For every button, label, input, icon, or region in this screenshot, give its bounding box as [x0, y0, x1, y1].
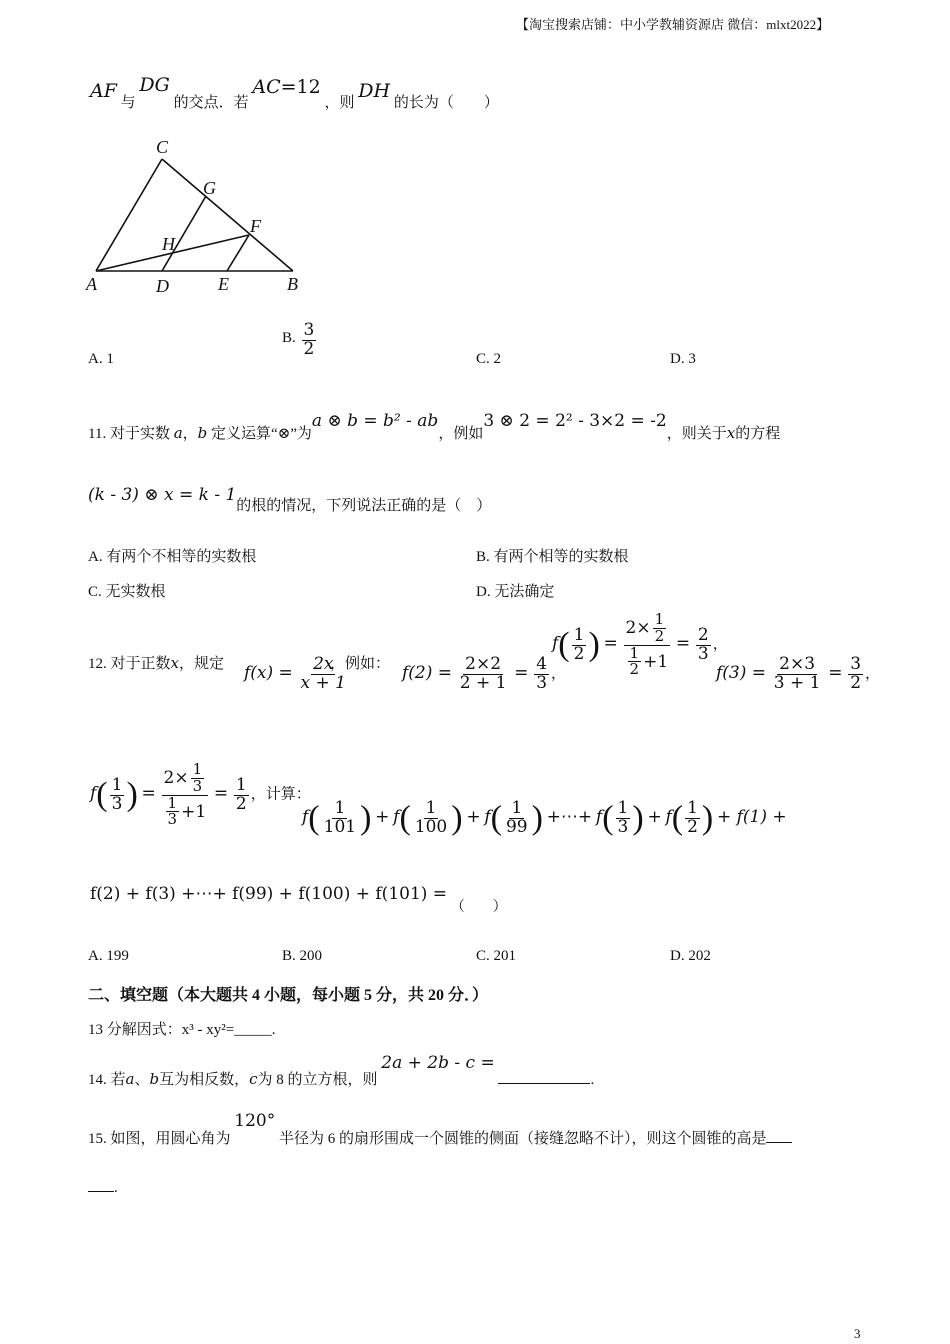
q10-eq12: =12 — [280, 76, 321, 98]
q14-expression: 2a + 2b - c = — [381, 1053, 495, 1073]
q11-example: 3 ⊗ 2 = 2² - 3×2 = -2 — [483, 411, 667, 431]
q10-dh: DH — [358, 80, 391, 102]
q10-triangle-figure — [80, 132, 320, 302]
q11-stem: 11. 对于实数 a，b 定义运算“⊗”为a ⊗ b = b² - ab，例如3 ⊗ 2 = 2² - 3×2 = -2，则关于x的方程 — [88, 411, 781, 442]
q10-af: AF — [90, 80, 117, 102]
q12-fthird-example: f( $\frac{1}{3}$ ) = 2× $\frac{1}{3}$ $\frac{1}{3}$ +1 = $\frac{1}{2}$ ，计算： — [90, 760, 311, 829]
label-b: B — [287, 274, 298, 294]
q10-option-a: A. 1 — [88, 351, 114, 367]
label-d: D — [156, 276, 169, 296]
label-a: A — [86, 274, 97, 294]
q10-dg: DG — [139, 74, 170, 96]
section-2-title: 二、填空题（本大题共 4 小题，每小题 5 分，共 20 分．） — [88, 987, 489, 1004]
q12-intro: 12. 对于正数x，规定 — [88, 654, 224, 672]
q10-ze: ，则 — [324, 95, 355, 111]
q10-jiaodian: 的交点．若 — [173, 95, 249, 111]
q10-option-b: B. $\frac{3}{2}$ — [282, 320, 315, 359]
q12-f2-example: f(2) = $\frac{2\times 2}{2 + 1}$ = $\frac{4}{3}$ ， — [402, 654, 567, 693]
q14: 14. 若a、b互为相反数，c为 8 的立方根，则 2a + 2b - c = . — [88, 1053, 595, 1088]
segment-cb — [162, 159, 293, 271]
q10-ac: AC — [252, 76, 281, 98]
q12-f3-example: f(3) = $\frac{2\times 3}{3 + 1}$ = $\frac{3}{2}$ ， — [716, 654, 881, 693]
segment-ef — [227, 235, 249, 271]
q12-example-label: ，例如： — [330, 656, 391, 672]
q11-option-b: B. 有两个相等的实数根 — [476, 549, 629, 565]
q12-sum-line1: f( $\frac{1}{101}$ ) + f( $\frac{1}{100}$ ) + f( $\frac{1}{99}$ ) +⋯+ f( $\frac{1}{3}$ ) + f( $\frac{1}{2}$ ) + f(1) + — [302, 798, 787, 837]
q10-yu: 与 — [120, 95, 136, 111]
q11-option-a: A. 有两个不相等的实数根 — [88, 549, 257, 565]
label-e: E — [218, 274, 229, 294]
q15-angle: 120° — [234, 1111, 276, 1131]
q14-answer-blank[interactable] — [498, 1083, 590, 1084]
label-f: F — [250, 216, 261, 236]
q15-continuation: . — [88, 1180, 118, 1197]
q12-option-d: D. 202 — [670, 948, 711, 964]
q15: 15. 如图，用圆心角为 120° 半径为 6 的扇形围成一个圆锥的侧面（接缝忽略不计），则这个圆锥的高是 — [88, 1110, 792, 1131]
q12-option-c: C. 201 — [476, 948, 517, 964]
q13: 13 分解因式：x³ - xy²=_____. — [88, 1022, 276, 1038]
q12-option-a: A. 199 — [88, 948, 129, 964]
q11-option-c: C. 无实数根 — [88, 584, 166, 600]
q15-answer-blank-b[interactable] — [88, 1191, 114, 1192]
segment-ac — [96, 159, 162, 271]
q10-tail: 的长为（ ） — [393, 95, 499, 111]
label-h: H — [162, 234, 175, 254]
q11-equation-line: (k - 3) ⊗ x = k - 1的根的情况，下列说法正确的是（ ） — [88, 485, 492, 514]
q15-answer-blank-a[interactable] — [766, 1142, 792, 1143]
label-c: C — [156, 137, 169, 157]
q10-line — [90, 74, 499, 111]
q10-option-d: D. 3 — [670, 351, 696, 367]
q11-option-d: D. 无法确定 — [476, 584, 555, 600]
header-banner: 【淘宝搜索店铺：中小学教辅资源店 微信：mlxt2022】 — [516, 17, 830, 32]
label-g: G — [203, 178, 216, 198]
q12-fhalf-example: f( $\frac{1}{2}$ ) = 2× $\frac{1}{2}$ $\frac{1}{2}$ +1 = $\frac{2}{3}$ ， — [552, 610, 728, 679]
page-number: 3 — [854, 1326, 861, 1341]
q11-equation: (k - 3) ⊗ x = k - 1 — [88, 485, 237, 505]
q12-sum-line2: f(2) + f(3) +⋯+ f(99) + f(100) + f(101) = （ ） — [90, 884, 507, 915]
q11-definition: a ⊗ b = b² - ab — [311, 411, 439, 431]
q12-option-b: B. 200 — [282, 948, 323, 964]
q10-option-c: C. 2 — [476, 351, 502, 367]
q12-fx-definition: f(x) = $\frac{2x}{x + 1}$ — [244, 654, 347, 693]
